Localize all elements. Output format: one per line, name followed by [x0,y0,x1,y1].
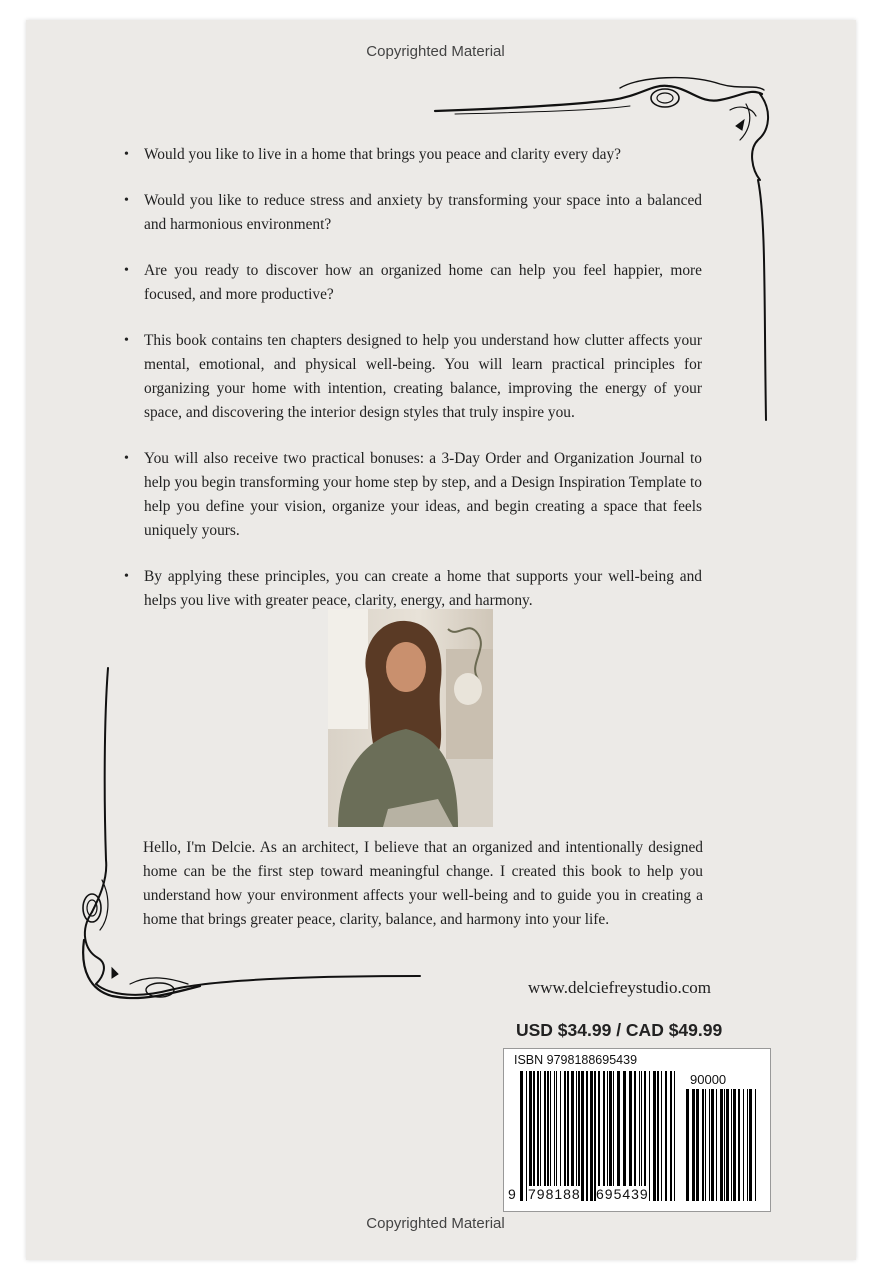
copyright-watermark-top: Copyrighted Material [366,43,505,60]
author-bio: Hello, I'm Delcie. As an architect, I believe that an organized and intentionally designed home can be the first step toward meaningful change. I created this book to help you understand how your environment affects your well-being and to guide you in creating a home that brings greater peace, clarity, balance, and harmony into your life. [143,839,703,928]
barcode-digit-first: 9 [508,1186,517,1202]
selling-points-list [124,143,702,635]
price-label: USD $34.99 / CAD $49.99 [516,1020,723,1040]
list-item: • Are you ready to discover how an organized home can help you feel happier, more focused, and more productive? [124,259,702,307]
isbn-label: ISBN 9798188695439 [514,1053,638,1067]
addon-code: 90000 [690,1072,727,1087]
list-item: • By applying these principles, you can create a home that supports your well-being and helps you live with greater peace, clarity, energy, and harmony. [124,565,702,613]
barcode-digit-group-1: 798188 [528,1186,581,1202]
author-photo [328,609,493,827]
list-item: • Would you like to live in a home that brings you peace and clarity every day? [124,143,702,167]
list-item: • This book contains ten chapters designed to help you understand how clutter affects your mental, emotional, and physical well-being. You will learn practical principles for organizing your home with intention, creating balance, improving the energy of your space, and discovering the interior design styles that truly inspire you. [124,329,702,425]
copyright-watermark-bottom: Copyrighted Material [366,1215,505,1232]
website-link[interactable]: www.delciefreystudio.com [528,978,712,997]
list-item: • Would you like to reduce stress and anxiety by transforming your space into a balanced and harmonious environment? [124,189,702,237]
barcode-digit-group-2: 695439 [596,1186,649,1202]
list-item: • You will also receive two practical bonuses: a 3-Day Order and Organization Journal to help you begin transforming your home step by step, and a Design Inspiration Template to help you define your vision, organize your ideas, and begin creating a space that feels uniquely yours. [124,447,702,543]
